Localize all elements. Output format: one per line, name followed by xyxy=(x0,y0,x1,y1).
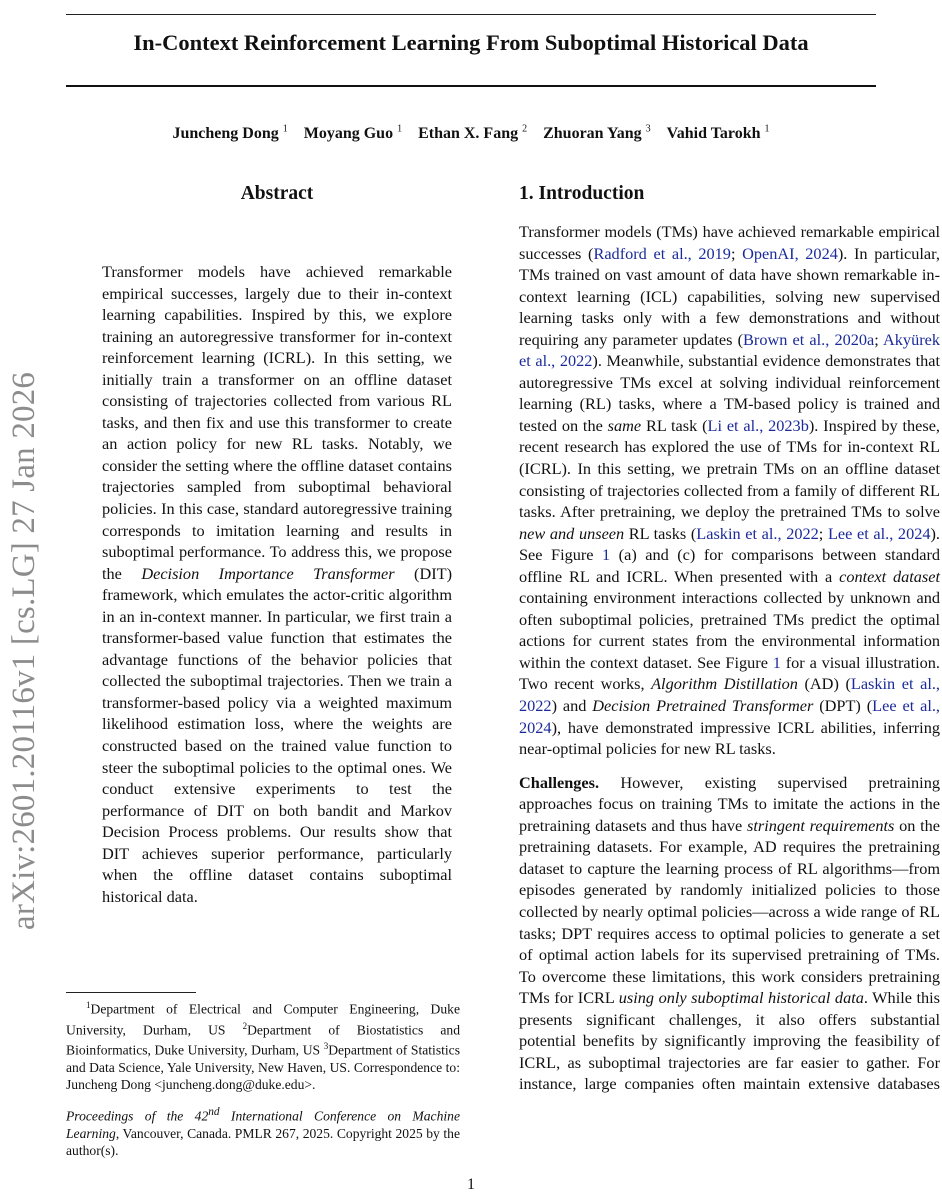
citation-link[interactable]: Radford et al., 2019 xyxy=(593,243,731,263)
body-text: containing environment interactions collected by unknown and often suboptimal policies, pretrained TMs predict the optimal actions for current states from the environmental information within the context dataset. See Figure xyxy=(519,588,940,672)
proceedings-venue: Proceedings of the 42 xyxy=(66,1108,209,1124)
citation-link[interactable]: OpenAI, 2024 xyxy=(742,243,838,263)
body-text: ; xyxy=(874,329,884,349)
author-name: Vahid Tarokh xyxy=(666,125,761,143)
introduction-heading: 1. Introduction xyxy=(519,183,645,204)
arxiv-identifier: arXiv:2601.20116v1 [cs.LG] 27 Jan 2026 xyxy=(6,371,42,930)
body-text: . While this presents significant challenges, it also offers substantial potential benefits by significantly improving the feasibility of ICRL, as suboptimal trajectories are far easier to gather. For instance, large companies often maintain extensive databases xyxy=(519,988,941,1094)
author-name: Juncheng Dong xyxy=(172,125,279,143)
body-text: Transformer models have achieved remarkable empirical successes, largely due to their in-context learning capabilities. Inspired by this, we explore training an autoregressive transformer for in-context reinforcement learning (ICRL). In this setting, we initially train a transformer on an offline dataset consisting of trajectories collected from various RL tasks, and then fix and use this transformer to create an action policy for new RL tasks. Notably, we consider the setting where the offline dataset contains trajectories sampled from suboptimal behavioral policies. In this case, standard autoregressive training corresponds to imitation learning and results in suboptimal performance. To address this, we propose the xyxy=(102,262,452,583)
citation-link[interactable]: Li et al., 2023b xyxy=(707,415,809,435)
body-text: (DPT) ( xyxy=(813,696,873,716)
proceedings-note xyxy=(66,1104,460,1159)
emphasis-text: Decision Pretrained Transformer xyxy=(592,696,814,716)
author-name: Zhuoran Yang xyxy=(543,125,642,143)
body-text: ). See Figure xyxy=(519,523,940,565)
affiliation: Department of Statistics and Data Science, Yale University, New Haven, US. Correspondence to: Juncheng Dong <juncheng.dong@duke.edu>. xyxy=(66,1043,460,1093)
footnote-rule xyxy=(66,992,196,993)
author-name: Moyang Guo xyxy=(303,125,394,143)
citation-link[interactable]: 1 xyxy=(602,545,611,565)
body-text: (DIT) framework, which emulates the actor-critic algorithm in an in-context manner. In particular, we first train a transformer-based value function that estimates the advantage functions of the behavior policies that collected the suboptimal trajectories. Then we train a transformer-based policy via a weighted maximum likelihood estimation loss, where the weights are constructed based on the trained value function to steer the suboptimal policies to the optimal ones. We conduct extensive experiments to test the performance of DIT on both bandit and Markov Decision Process problems. Our results show that DIT achieves superior performance, particularly when the offline dataset contains suboptimal historical data. xyxy=(102,563,453,906)
abstract-heading: Abstract xyxy=(240,183,314,204)
proceedings-venue: International Conference on Machine Learning xyxy=(66,1108,460,1141)
author-affiliation: 2 xyxy=(522,124,528,135)
paper-title: In-Context Reinforcement Learning From Suboptimal Historical Data xyxy=(133,30,809,55)
emphasis-text: same xyxy=(607,415,642,435)
body-text: ). Inspired by these, recent research has explored the use of TMs for in-context RL (ICRL). In this setting, we pretrain TMs on an offline dataset consisting of trajectories collected from a family of different RL tasks. After pretraining, we deploy the pretrained TMs to solve xyxy=(519,415,941,522)
citation-link[interactable]: Laskin et al., 2022 xyxy=(519,674,940,716)
body-text: ) and xyxy=(551,696,593,716)
body-text: ), have demonstrated impressive ICRL abilities, inferring near-optimal policies for new RL tasks. xyxy=(519,717,940,759)
body-text: RL task ( xyxy=(641,415,708,435)
author xyxy=(543,125,651,142)
ordinal-suffix: nd xyxy=(208,1106,220,1118)
top-rule xyxy=(66,14,876,15)
abstract-text xyxy=(102,261,452,907)
author xyxy=(172,125,287,142)
emphasis-text: Algorithm Distillation xyxy=(651,674,798,694)
challenges-paragraph xyxy=(519,772,940,1095)
citation-link[interactable]: Lee et al., 2024 xyxy=(519,696,941,737)
footnote-marker: 3 xyxy=(323,1041,329,1052)
author-affiliation: 1 xyxy=(397,124,403,135)
author xyxy=(418,125,527,142)
body-text: ). In particular, TMs trained on vast amount of data have shown remarkable in-context learning (ICL) capabilities, solving new supervised learning tasks only with a few demonstrations and without requiring any parameter updates ( xyxy=(519,243,940,349)
emphasis-text: Decision Importance Transformer xyxy=(141,563,395,583)
citation-link[interactable]: Laskin et al., 2022 xyxy=(696,523,819,543)
body-text: for a visual illustration. Two recent works, xyxy=(519,652,940,694)
affiliations-footnote xyxy=(66,997,460,1094)
citation-link[interactable]: Akyürek et al., 2022 xyxy=(519,329,940,371)
introduction-body xyxy=(519,221,940,1095)
body-text: RL tasks ( xyxy=(624,523,697,543)
author-affiliation: 1 xyxy=(764,124,770,135)
body-text: ; xyxy=(818,523,828,543)
body-text: on the pretraining datasets. For example, AD requires the pretraining dataset to capture the learning process of RL algorithms—from episodes generated by randomly initialized policies to those collected by nearly optimal policies—across a wide range of RL tasks; DPT requires access to optimal policies to generate a set of optimal action labels for its supervised pretraining of TMs. To overcome these limitations, this work considers pretraining TMs for ICRL xyxy=(519,815,941,1008)
body-text: (AD) ( xyxy=(797,674,851,694)
body-text: However, existing supervised pretraining approaches focus on training TMs to imitate the actions in the pretraining datasets and thus have xyxy=(519,772,940,835)
author-affiliation: 3 xyxy=(645,124,651,135)
proceedings-details: , Vancouver, Canada. PMLR 267, 2025. Copyright 2025 by the author(s). xyxy=(66,1125,460,1158)
body-text: Transformer models (TMs) have achieved remarkable empirical successes ( xyxy=(519,222,940,263)
emphasis-text: stringent requirements xyxy=(747,815,895,835)
emphasis-text: new and unseen xyxy=(519,523,625,543)
author-affiliation: 1 xyxy=(282,124,288,135)
affiliation: Department of Biostatistics and Bioinformatics, Duke University, Durham, US xyxy=(66,1022,461,1058)
body-text: ; xyxy=(730,243,743,263)
title-rule xyxy=(66,85,876,87)
body-text: ). Meanwhile, substantial evidence demonstrates that autoregressive TMs excel at solving individual reinforcement learning (RL) tasks, where a TM-based policy is trained and tested on the xyxy=(519,351,941,435)
affiliation: Department of Electrical and Computer Engineering, Duke University, Durham, US xyxy=(66,1001,460,1038)
footnote-marker: 1 xyxy=(86,1000,91,1010)
author xyxy=(304,125,402,142)
author-list xyxy=(66,124,876,143)
citation-link[interactable]: Lee et al., 2024 xyxy=(827,523,931,543)
introduction-paragraph xyxy=(519,221,940,760)
footnote-marker: 2 xyxy=(242,1020,248,1031)
paragraph-lead: Challenges. xyxy=(519,772,600,792)
author xyxy=(667,125,770,142)
page-number: 1 xyxy=(467,1176,475,1193)
author-name: Ethan X. Fang xyxy=(418,125,519,143)
citation-link[interactable]: Brown et al., 2020a xyxy=(743,329,875,349)
emphasis-text: context dataset xyxy=(839,566,941,586)
body-text: (a) and (c) for comparisons between standard offline RL and ICRL. When presented with a xyxy=(519,545,941,586)
citation-link[interactable]: 1 xyxy=(772,652,781,672)
emphasis-text: using only suboptimal historical data xyxy=(618,988,864,1008)
